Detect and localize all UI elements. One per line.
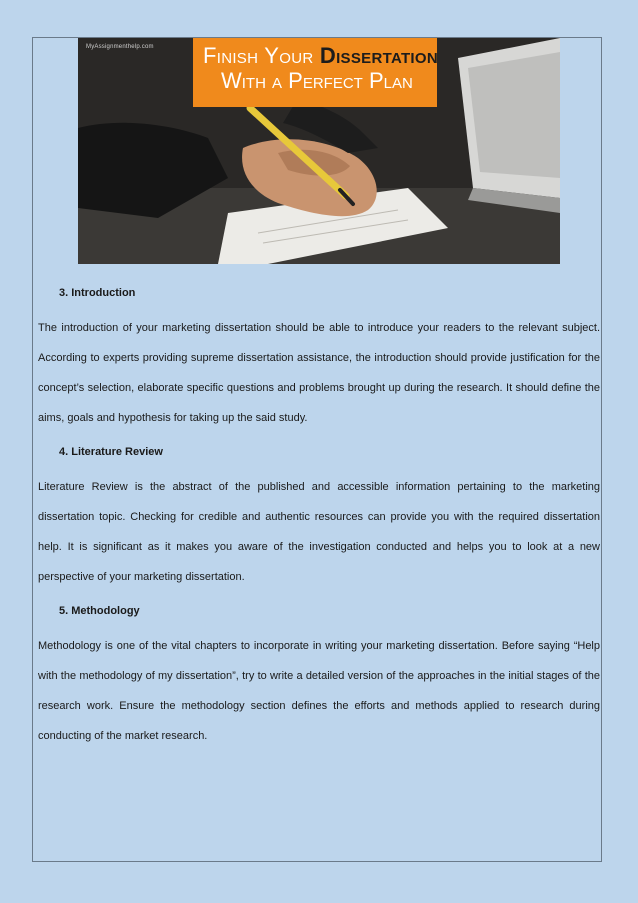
section-body-literature-review: Literature Review is the abstract of the published and accessible information pertaining to the marketing dissertation topic. Checking for credible and authentic resources can provide you with the required dissertation help. It is significant as it makes you aware of the investigation conducted and helps you to look at a new perspective of your marketing dissertation. xyxy=(38,481,600,583)
section-heading-introduction: 3. Introduction xyxy=(59,287,136,299)
document-page xyxy=(32,37,602,862)
banner-line-1-part-1: Finish Your xyxy=(203,43,320,68)
banner-line-1-part-2: Dissertation xyxy=(319,43,438,68)
section-heading-methodology: 5. Methodology xyxy=(59,605,140,617)
hero-image xyxy=(78,38,560,264)
logo: MyAssignmenthelp.com xyxy=(86,44,154,50)
banner-line-2: With a Perfect Plan xyxy=(221,68,413,94)
section-heading-literature-review: 4. Literature Review xyxy=(59,446,163,458)
section-body-methodology: Methodology is one of the vital chapters to incorporate in writing your marketing dissertation. Before saying “Help with the methodology of my dissertation”, try to write a detailed version of the approaches in the initial stages of the research work. Ensure the methodology section defines the efforts and methods applied to research during conducting of the market research. xyxy=(38,640,600,742)
document-content xyxy=(38,286,600,751)
section-body-introduction: The introduction of your marketing dissertation should be able to introduce your readers to the relevant subject. According to experts providing supreme dissertation assistance, the introduction should provide justification for the concept’s selection, elaborate specific questions and problems brought up during the research. It should define the aims, goals and hypothesis for taking up the said study. xyxy=(38,322,600,424)
banner-title xyxy=(193,38,437,107)
banner-line-1 xyxy=(203,43,438,68)
